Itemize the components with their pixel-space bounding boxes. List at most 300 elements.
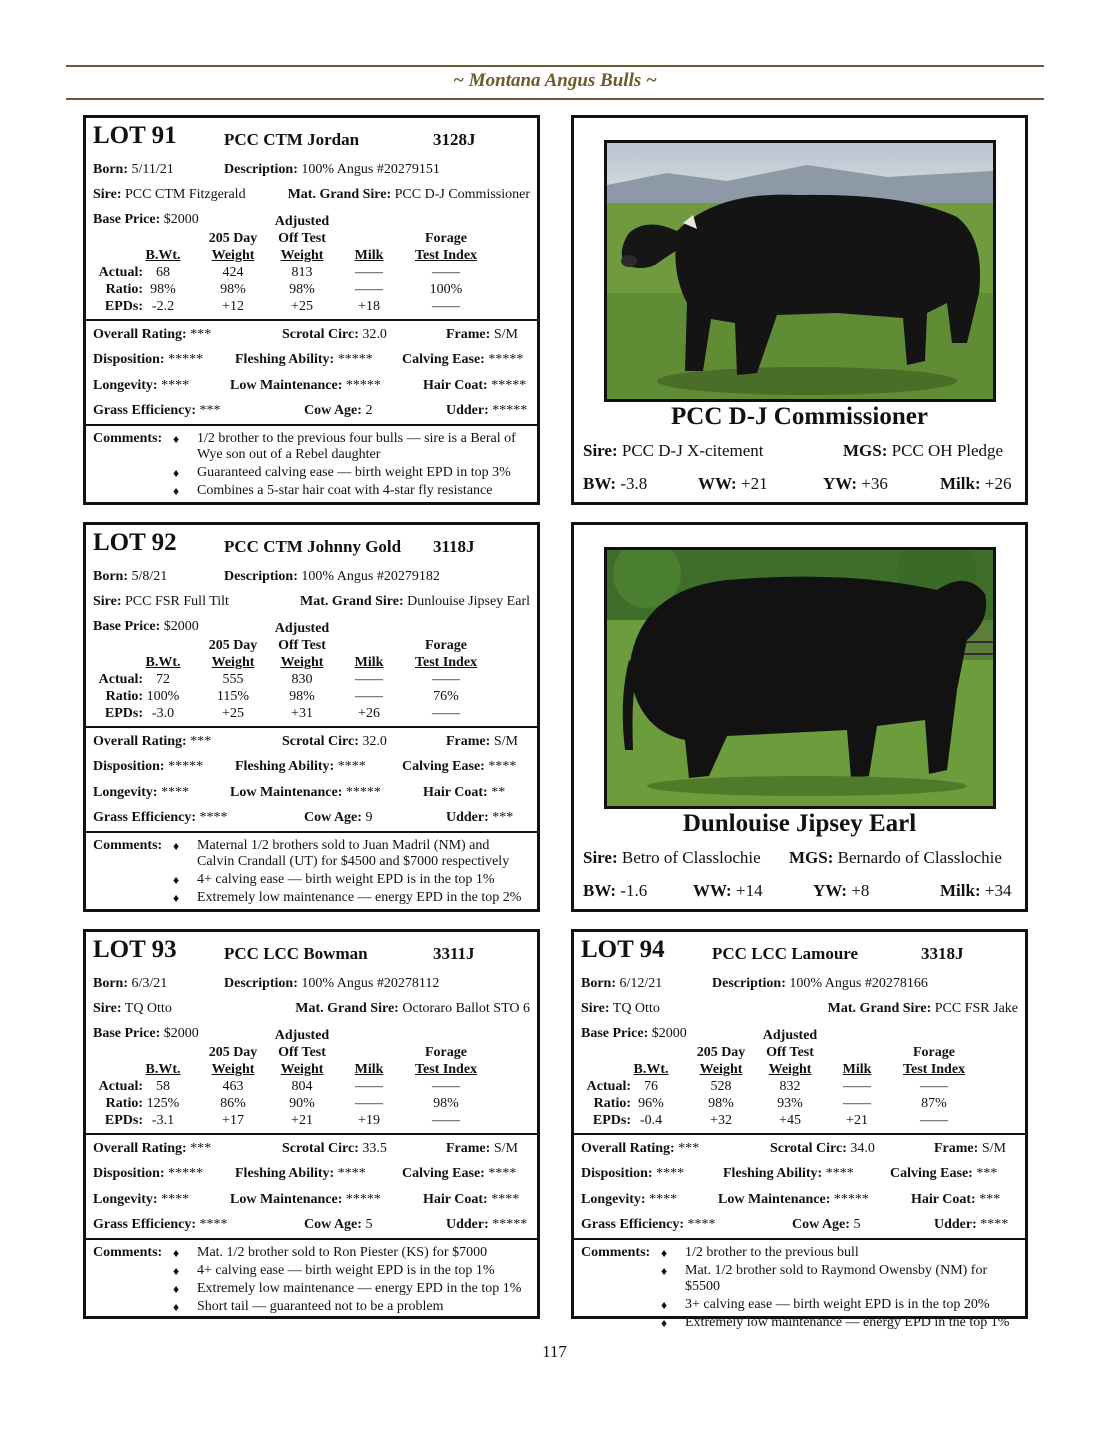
- sire-row: [581, 1001, 1018, 1017]
- fleshing-ability-label: Fleshing Ability:: [235, 1166, 335, 1181]
- fleshing-ability-group: [235, 759, 366, 775]
- bull-photo: [604, 140, 996, 402]
- epds-cell: +26: [358, 706, 380, 721]
- actual-cell: 804: [291, 1079, 313, 1094]
- udder-group: [934, 1217, 1008, 1233]
- comment-text: Combines a 5-star hair coat with 4-star fly resistance: [197, 483, 493, 498]
- scrotal-circ-value: 33.5: [362, 1141, 387, 1156]
- fleshing-ability-group: [235, 1166, 366, 1182]
- epds-cell: +21: [291, 1113, 313, 1128]
- mat-grand-sire-label: Mat. Grand Sire:: [295, 1001, 399, 1016]
- calving-ease-label: Calving Ease:: [402, 1166, 485, 1181]
- ratio-cell: 98%: [433, 1096, 459, 1111]
- sire-line: [583, 848, 1016, 868]
- overall-rating-value: ***: [678, 1141, 700, 1156]
- description-group: [224, 976, 439, 992]
- scrotal-circ-group: [770, 1141, 875, 1157]
- actual-row-label: Actual:: [98, 265, 143, 280]
- grass-efficiency-group: [93, 810, 228, 826]
- milk-header: Milk: [842, 1062, 872, 1077]
- epds-cell: -2.2: [151, 299, 175, 314]
- disposition-value: *****: [168, 759, 204, 774]
- longevity-group: [93, 378, 189, 394]
- actual-row-label: Actual:: [98, 672, 143, 687]
- ww-value: +21: [740, 474, 768, 493]
- epds-row-label: EPDs:: [592, 1113, 631, 1128]
- grass-efficiency-label: Grass Efficiency:: [93, 1217, 197, 1232]
- forage-header-top: Forage: [425, 231, 467, 246]
- ratio-cell: 76%: [433, 689, 459, 704]
- description-value: 100% Angus #20278166: [789, 976, 928, 991]
- adjusted-header: Adjusted: [274, 1028, 330, 1043]
- epds-cell: -3.0: [151, 706, 175, 721]
- actual-cell: ——: [432, 1079, 460, 1094]
- cow-age-group: [304, 1217, 372, 1233]
- grass-efficiency-label: Grass Efficiency:: [581, 1217, 685, 1232]
- comment-item: [173, 431, 530, 463]
- low-maintenance-group: [230, 378, 381, 394]
- epds-cell: +19: [358, 1113, 380, 1128]
- mgs-label: MGS:: [789, 848, 834, 867]
- description-label: Description:: [712, 976, 786, 991]
- frame-value: S/M: [981, 1141, 1006, 1156]
- born-row: [93, 569, 530, 585]
- actual-cell: ——: [355, 1079, 383, 1094]
- disposition-label: Disposition:: [581, 1166, 653, 1181]
- longevity-value: ****: [161, 1192, 190, 1207]
- sire-line: [583, 441, 1016, 461]
- epds-cell: +17: [222, 1113, 244, 1128]
- longevity-label: Longevity:: [93, 785, 158, 800]
- sire-label: Sire:: [93, 187, 122, 202]
- comment-text: Extremely low maintenance — energy EPD in the top 1%: [685, 1315, 1010, 1330]
- comment-text: Extremely low maintenance — energy EPD in the top 1%: [197, 1281, 522, 1296]
- longevity-label: Longevity:: [581, 1192, 646, 1207]
- bw-value: -1.6: [620, 881, 648, 900]
- epds-row-label: EPDs:: [104, 706, 143, 721]
- frame-group: [446, 734, 518, 750]
- mat-grand-sire-label: Mat. Grand Sire:: [827, 1001, 932, 1016]
- fleshing-ability-label: Fleshing Ability:: [235, 759, 335, 774]
- description-value: 100% Angus #20279182: [301, 569, 440, 584]
- lot-label: LOT: [581, 936, 634, 963]
- actual-cell: 555: [222, 672, 244, 687]
- frame-group: [446, 327, 518, 343]
- section-divider: [86, 831, 537, 833]
- cow-age-value: 5: [853, 1217, 861, 1232]
- weight205-header-top: 205 Day: [208, 638, 258, 653]
- disposition-group: [581, 1166, 684, 1182]
- born-label: Born:: [93, 569, 128, 584]
- actual-row-label: Actual:: [586, 1079, 631, 1094]
- grass-efficiency-label: Grass Efficiency:: [93, 403, 197, 418]
- udder-label: Udder:: [446, 403, 489, 418]
- mgs-value: Bernardo of Classlochie: [837, 848, 1002, 867]
- diamond-bullet-icon: ♦: [661, 1298, 668, 1312]
- grass-efficiency-group: [93, 403, 221, 419]
- base-price-label: Base Price:: [93, 1026, 161, 1041]
- offtest-header: Weight: [280, 655, 324, 670]
- ratio-cell: 96%: [638, 1096, 664, 1111]
- forage-header-top: Forage: [425, 1045, 467, 1060]
- cow-age-label: Cow Age:: [304, 1217, 362, 1232]
- comment-item: [173, 1299, 530, 1315]
- diamond-bullet-icon: ♦: [173, 1246, 180, 1260]
- actual-cell: ——: [355, 672, 383, 687]
- scrotal-circ-label: Scrotal Circ:: [282, 327, 359, 342]
- diamond-bullet-icon: ♦: [173, 432, 180, 446]
- fleshing-ability-label: Fleshing Ability:: [235, 352, 335, 367]
- longevity-label: Longevity:: [93, 1192, 158, 1207]
- comment-item: [173, 838, 530, 870]
- description-label: Description:: [224, 162, 298, 177]
- forage-header: Test Index: [414, 1062, 478, 1077]
- milk-header: Milk: [354, 655, 384, 670]
- born-value: 5/11/21: [131, 162, 174, 177]
- page-number: 117: [542, 1342, 567, 1361]
- bw-value: -3.8: [620, 474, 648, 493]
- ww-label: WW:: [698, 474, 737, 493]
- fleshing-ability-value: ****: [337, 759, 366, 774]
- comment-item: [173, 1263, 530, 1279]
- bwt-header: B.Wt.: [633, 1062, 669, 1077]
- hair-coat-group: [423, 378, 526, 394]
- ratio-row-label: Ratio:: [105, 1096, 143, 1111]
- born-value: 6/12/21: [619, 976, 663, 991]
- ratio-cell: 98%: [289, 282, 315, 297]
- weight205-header-top: 205 Day: [696, 1045, 746, 1060]
- performance-table: [93, 619, 533, 719]
- actual-cell: 528: [710, 1079, 732, 1094]
- udder-group: [446, 1217, 527, 1233]
- hair-coat-label: Hair Coat:: [911, 1192, 976, 1207]
- comment-text: 1/2 brother to the previous four bulls — sire is a Beral of Wye son out of a Rebel daughter: [197, 431, 516, 462]
- comment-text: 4+ calving ease — birth weight EPD is in the top 1%: [197, 1263, 495, 1278]
- header-rule-top: [66, 65, 1044, 67]
- hair-coat-value: *****: [491, 378, 527, 393]
- comment-item: [173, 465, 530, 481]
- diamond-bullet-icon: ♦: [173, 891, 180, 905]
- epds-row-label: EPDs:: [104, 1113, 143, 1128]
- mat-grand-sire-value: PCC D-J Commissioner: [394, 187, 530, 202]
- base-price-value: $2000: [163, 212, 199, 227]
- comment-item: [661, 1315, 1018, 1331]
- calving-ease-label: Calving Ease:: [890, 1166, 973, 1181]
- section-divider: [574, 1133, 1025, 1135]
- frame-label: Frame:: [446, 327, 491, 342]
- hair-coat-value: ***: [979, 1192, 1001, 1207]
- ratio-cell: 115%: [216, 689, 250, 704]
- sire-photo-card: [571, 522, 1028, 912]
- comment-item: [173, 483, 530, 499]
- scrotal-circ-value: 32.0: [362, 734, 387, 749]
- mat-grand-sire-value: Dunlouise Jipsey Earl: [407, 594, 530, 609]
- ratio-cell: 98%: [708, 1096, 734, 1111]
- lot-header: [93, 936, 530, 968]
- ratio-cell: 100%: [429, 282, 463, 297]
- offtest-header-top: Off Test: [278, 231, 326, 246]
- longevity-group: [581, 1192, 677, 1208]
- low-maintenance-group: [230, 1192, 381, 1208]
- lot-title: [581, 936, 665, 964]
- bwt-header: B.Wt.: [145, 1062, 181, 1077]
- longevity-group: [93, 785, 189, 801]
- mat-grand-sire-group: [300, 594, 530, 610]
- milk-label: Milk:: [940, 474, 981, 493]
- sire-row: [93, 1001, 530, 1017]
- sire-label: Sire:: [93, 1001, 122, 1016]
- offtest-header: Weight: [280, 1062, 324, 1077]
- frame-group: [934, 1141, 1006, 1157]
- low-maintenance-value: *****: [345, 1192, 381, 1207]
- page-header-title: ~ Montana Angus Bulls ~: [453, 70, 657, 91]
- weight205-header: Weight: [211, 1062, 255, 1077]
- epds-cell: ——: [432, 299, 460, 314]
- bull-tag: 3128J: [433, 130, 476, 149]
- mat-grand-sire-group: [828, 1001, 1018, 1017]
- comments-list: [173, 431, 530, 501]
- born-label: Born:: [93, 162, 128, 177]
- sire-label: Sire:: [93, 594, 122, 609]
- lot-header: [93, 529, 530, 561]
- epds-cell: ——: [432, 1113, 460, 1128]
- diamond-bullet-icon: ♦: [173, 1300, 180, 1314]
- milk-value: +34: [984, 881, 1012, 900]
- description-group: [712, 976, 928, 992]
- grass-efficiency-value: ****: [199, 810, 228, 825]
- comments-label: Comments:: [93, 1245, 163, 1260]
- calving-ease-group: [402, 1166, 516, 1182]
- comment-item: [661, 1263, 1018, 1295]
- actual-cell: 58: [156, 1079, 170, 1094]
- cow-age-group: [304, 810, 372, 826]
- mat-grand-sire-value: PCC FSR Jake: [934, 1001, 1018, 1016]
- comment-text: 1/2 brother to the previous bull: [685, 1245, 859, 1260]
- calving-ease-value: ***: [976, 1166, 998, 1181]
- adjusted-header: Adjusted: [762, 1028, 818, 1043]
- grass-efficiency-label: Grass Efficiency:: [93, 810, 197, 825]
- low-maintenance-label: Low Maintenance:: [230, 1192, 343, 1207]
- ratio-cell: 100%: [146, 689, 180, 704]
- low-maintenance-group: [718, 1192, 869, 1208]
- forage-header-top: Forage: [425, 638, 467, 653]
- epds-cell: +45: [779, 1113, 801, 1128]
- fleshing-ability-value: ****: [337, 1166, 366, 1181]
- sire-row: [93, 187, 530, 203]
- bull-tag: 3311J: [433, 944, 475, 963]
- performance-table: [93, 212, 533, 312]
- epds-cell: +18: [358, 299, 380, 314]
- ratio-cell: ——: [355, 1096, 383, 1111]
- comment-item: [661, 1297, 1018, 1313]
- grass-efficiency-value: ***: [199, 403, 221, 418]
- cow-age-value: 2: [365, 403, 373, 418]
- lot-number: 92: [151, 529, 177, 556]
- cow-age-value: 5: [365, 1217, 373, 1232]
- born-label: Born:: [581, 976, 616, 991]
- lot-label: LOT: [93, 529, 146, 556]
- yw-label: YW:: [823, 474, 857, 493]
- comment-text: Mat. 1/2 brother sold to Ron Piester (KS) for $7000: [197, 1245, 488, 1260]
- ratio-cell: 93%: [777, 1096, 803, 1111]
- offtest-header: Weight: [280, 248, 324, 263]
- born-row: [93, 162, 530, 178]
- offtest-header: Weight: [768, 1062, 812, 1077]
- longevity-label: Longevity:: [93, 378, 158, 393]
- bull-photo: [604, 547, 996, 809]
- scrotal-circ-value: 32.0: [362, 327, 387, 342]
- actual-cell: ——: [843, 1079, 871, 1094]
- bull-tag: 3318J: [921, 944, 964, 963]
- base-price-value: $2000: [163, 1026, 199, 1041]
- ratio-cell: 125%: [146, 1096, 180, 1111]
- sire-row: [93, 594, 530, 610]
- epds-cell: ——: [432, 706, 460, 721]
- low-maintenance-label: Low Maintenance:: [230, 785, 343, 800]
- calving-ease-group: [402, 759, 516, 775]
- yw-value: +36: [861, 474, 888, 493]
- yw-label: YW:: [813, 881, 847, 900]
- sire-name: PCC D-J Commissioner: [671, 403, 928, 430]
- ratio-cell: 98%: [150, 282, 176, 297]
- sire-value: TQ Otto: [612, 1001, 660, 1016]
- hair-coat-group: [423, 1192, 519, 1208]
- sire-value: TQ Otto: [124, 1001, 172, 1016]
- sire-name: Dunlouise Jipsey Earl: [682, 810, 917, 837]
- actual-cell: 813: [291, 265, 313, 280]
- actual-cell: 832: [779, 1079, 801, 1094]
- diamond-bullet-icon: ♦: [661, 1264, 668, 1278]
- weight205-header: Weight: [699, 1062, 743, 1077]
- bw-label: BW:: [583, 881, 617, 900]
- comment-item: [173, 872, 530, 888]
- mat-grand-sire-label: Mat. Grand Sire:: [300, 594, 404, 609]
- ratio-cell: ——: [355, 282, 383, 297]
- epds-cell: +25: [222, 706, 244, 721]
- cow-age-label: Cow Age:: [304, 810, 362, 825]
- sire-value: PCC CTM Fitzgerald: [125, 187, 246, 202]
- epds-cell: +31: [291, 706, 313, 721]
- bw-label: BW:: [583, 474, 617, 493]
- actual-cell: ——: [920, 1079, 948, 1094]
- performance-table: [93, 1026, 533, 1126]
- milk-value: +26: [984, 474, 1012, 493]
- fleshing-ability-value: ****: [825, 1166, 854, 1181]
- comment-text: Mat. 1/2 brother sold to Raymond Owensby (NM) for $5500: [685, 1263, 988, 1294]
- calving-ease-value: ****: [488, 759, 517, 774]
- udder-label: Udder:: [446, 1217, 489, 1232]
- bull-name: PCC CTM Jordan: [224, 130, 360, 149]
- fleshing-ability-value: *****: [337, 352, 373, 367]
- fleshing-ability-label: Fleshing Ability:: [723, 1166, 823, 1181]
- ratio-row-label: Ratio:: [593, 1096, 631, 1111]
- disposition-label: Disposition:: [93, 759, 165, 774]
- description-label: Description:: [224, 569, 298, 584]
- actual-cell: 68: [156, 265, 170, 280]
- udder-label: Udder:: [934, 1217, 977, 1232]
- hair-coat-value: ****: [491, 1192, 520, 1207]
- lot-label: LOT: [93, 122, 146, 149]
- hair-coat-value: **: [491, 785, 506, 800]
- cow-age-group: [304, 403, 372, 419]
- diamond-bullet-icon: ♦: [661, 1246, 668, 1260]
- grass-efficiency-value: ****: [687, 1217, 716, 1232]
- comments-list: [173, 838, 530, 908]
- lot-title: [93, 529, 177, 557]
- calving-ease-group: [402, 352, 523, 368]
- lot-number: 94: [639, 936, 665, 963]
- disposition-label: Disposition:: [93, 352, 165, 367]
- mat-grand-sire-group: [288, 187, 530, 203]
- mgs-group: [789, 848, 1002, 868]
- bull-tag: 3118J: [433, 537, 475, 556]
- adjusted-header: Adjusted: [274, 214, 330, 229]
- ratio-row-label: Ratio:: [105, 282, 143, 297]
- longevity-value: ****: [161, 378, 190, 393]
- mgs-group: [843, 441, 1003, 461]
- born-row: [581, 976, 1018, 992]
- frame-value: S/M: [493, 734, 518, 749]
- milk-header: Milk: [354, 248, 384, 263]
- fleshing-ability-group: [723, 1166, 854, 1182]
- forage-header: Test Index: [414, 248, 478, 263]
- epds-row-label: EPDs:: [104, 299, 143, 314]
- overall-rating-value: ***: [190, 1141, 212, 1156]
- frame-group: [446, 1141, 518, 1157]
- comment-text: 4+ calving ease — birth weight EPD is in the top 1%: [197, 872, 495, 887]
- actual-cell: 463: [222, 1079, 244, 1094]
- epds-cell: +25: [291, 299, 313, 314]
- overall-rating-label: Overall Rating:: [93, 1141, 187, 1156]
- comments-label: Comments:: [93, 431, 163, 446]
- forage-header-top: Forage: [913, 1045, 955, 1060]
- sire-value: Betro of Classlochie: [621, 848, 761, 867]
- disposition-value: *****: [168, 352, 204, 367]
- actual-cell: ——: [432, 672, 460, 687]
- calving-ease-group: [890, 1166, 997, 1182]
- diamond-bullet-icon: ♦: [661, 1316, 668, 1330]
- sire-value: PCC FSR Full Tilt: [125, 594, 229, 609]
- section-divider: [86, 1238, 537, 1240]
- epds-cell: +12: [222, 299, 244, 314]
- cow-age-value: 9: [365, 810, 373, 825]
- bwt-header: B.Wt.: [145, 655, 181, 670]
- low-maintenance-value: *****: [833, 1192, 869, 1207]
- epds-cell: +21: [846, 1113, 868, 1128]
- fleshing-ability-group: [235, 352, 373, 368]
- lot-title: [93, 936, 177, 964]
- ratio-cell: 90%: [289, 1096, 315, 1111]
- udder-value: *****: [492, 403, 528, 418]
- disposition-value: *****: [168, 1166, 204, 1181]
- diamond-bullet-icon: ♦: [173, 873, 180, 887]
- section-divider: [86, 319, 537, 321]
- adjusted-header: Adjusted: [274, 621, 330, 636]
- epds-cell: -0.4: [639, 1113, 663, 1128]
- scrotal-circ-label: Scrotal Circ:: [770, 1141, 847, 1156]
- udder-group: [446, 403, 527, 419]
- scrotal-circ-group: [282, 327, 387, 343]
- section-divider: [574, 1238, 1025, 1240]
- weight205-header-top: 205 Day: [208, 231, 258, 246]
- comments-label: Comments:: [581, 1245, 651, 1260]
- udder-label: Udder:: [446, 810, 489, 825]
- offtest-header-top: Off Test: [766, 1045, 814, 1060]
- comment-item: [173, 1281, 530, 1297]
- bull-name: PCC CTM Johnny Gold: [224, 537, 402, 556]
- actual-cell: 830: [291, 672, 313, 687]
- disposition-group: [93, 352, 203, 368]
